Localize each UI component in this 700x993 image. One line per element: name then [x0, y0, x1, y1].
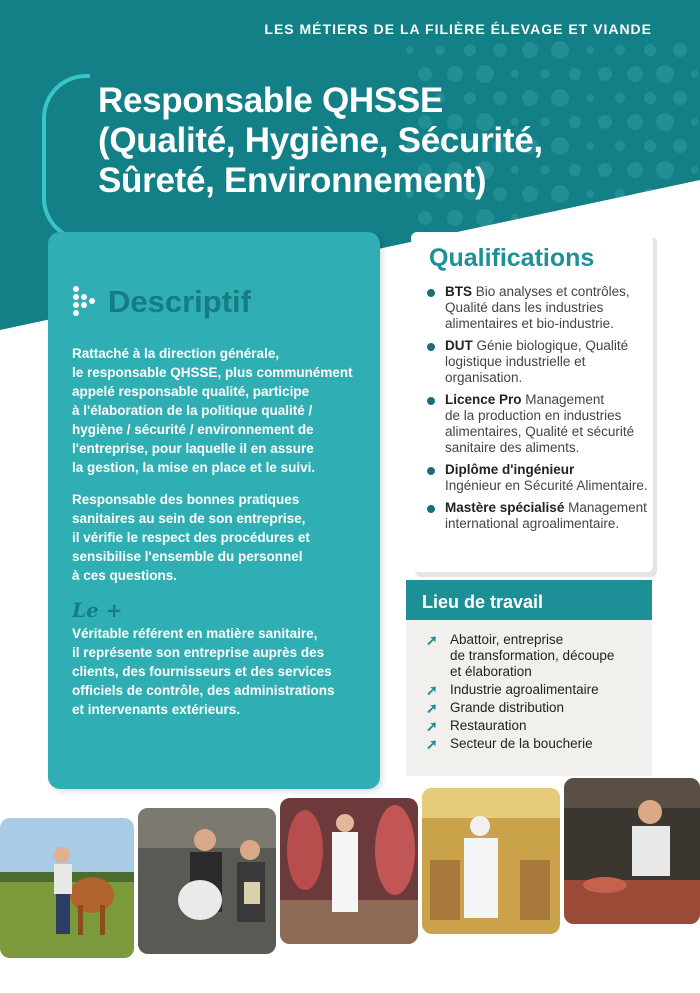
text-line: Rattaché à la direction générale, [72, 346, 280, 361]
text-line: à ces questions. [72, 568, 178, 583]
text-line: Grande distribution [450, 700, 565, 715]
text-line: Génie biologique, Qualité [472, 338, 629, 353]
text-line: Ingénieur en Sécurité Alimentaire. [445, 478, 648, 493]
text-line: sanitaires au sein de son entreprise, [72, 511, 306, 526]
qualification-name: Licence Pro [445, 392, 522, 407]
text-line: Secteur de la boucherie [450, 736, 593, 751]
text-line: et intervenants extérieurs. [72, 702, 241, 717]
series-title: LES MÉTIERS DE LA FILIÈRE ÉLEVAGE ET VIANDE [264, 21, 652, 37]
title-line: (Qualité, Hygiène, Sécurité, [98, 121, 543, 160]
worker-in-cold-room-photo [280, 798, 418, 944]
text-line: organisation. [445, 370, 523, 385]
arrow-icon: ➚ [426, 632, 438, 648]
lieu-heading: Lieu de travail [422, 592, 544, 612]
text-line: hygiène / sécurité / environnement de [72, 422, 314, 437]
qualification-name: Diplôme d'ingénieur [445, 462, 575, 477]
arrow-icon: ➚ [426, 736, 438, 752]
qualifications-heading: Qualifications [429, 244, 595, 272]
text-line: l'entreprise, pour laquelle il en assure [72, 441, 314, 456]
text-line: il vérifie le respect des procédures et [72, 530, 310, 545]
text-line: logistique industrielle et [445, 354, 586, 369]
title-line: Sûreté, Environnement) [98, 161, 487, 200]
text-line: alimentaires, Qualité et sécurité [445, 424, 635, 439]
inspector-in-hall-photo [422, 788, 560, 934]
text-line: sanitaire des aliments. [445, 440, 580, 455]
breeders-with-calf-photo [138, 808, 276, 954]
text-line: sensibilise l'ensemble du personnel [72, 549, 303, 564]
title-line: Responsable QHSSE [98, 81, 444, 120]
text-line: à l'élaboration de la politique qualité / [72, 403, 313, 418]
arrow-icon: ➚ [426, 682, 438, 698]
text-line: il représente son entreprise auprès des [72, 645, 325, 660]
text-line: officiels de contrôle, des administrations [72, 683, 335, 698]
text-line: et élaboration [450, 664, 532, 679]
text-line: Qualité dans les industries [445, 300, 604, 315]
arrow-icon: ➚ [426, 700, 438, 716]
text-line: Industrie agroalimentaire [450, 682, 599, 697]
qualification-name: Mastère spécialisé [445, 500, 565, 515]
text-line: clients, des fournisseurs et des services [72, 664, 332, 679]
text-line: Bio analyses et contrôles, [472, 284, 630, 299]
qualification-name: BTS [445, 284, 472, 299]
text-line: Véritable référent en matière sanitaire, [72, 626, 318, 641]
text-line: de transformation, découpe [450, 648, 615, 663]
text-line: alimentaires et bio-industrie. [445, 316, 614, 331]
le-plus-heading: Le + [72, 598, 123, 622]
text-line: Responsable des bonnes pratiques [72, 492, 300, 507]
descriptif-heading: Descriptif [108, 284, 251, 319]
qualification-name: DUT [445, 338, 473, 353]
text-line: Management [564, 500, 647, 515]
farmer-with-cow-photo [0, 818, 134, 958]
text-line: international agroalimentaire. [445, 516, 620, 531]
text-line: appelé responsable qualité, participe [72, 384, 310, 399]
text-line: la gestion, la mise en place et le suivi. [72, 460, 316, 475]
arrow-icon: ➚ [426, 718, 438, 734]
text-line: Abattoir, entreprise [450, 632, 564, 647]
text-line: le responsable QHSSE, plus communément [72, 365, 353, 380]
text-line: Restauration [450, 718, 527, 733]
text-line: de la production en industries [445, 408, 622, 423]
butcher-at-counter-photo [564, 778, 700, 924]
text-line: Management [521, 392, 605, 407]
